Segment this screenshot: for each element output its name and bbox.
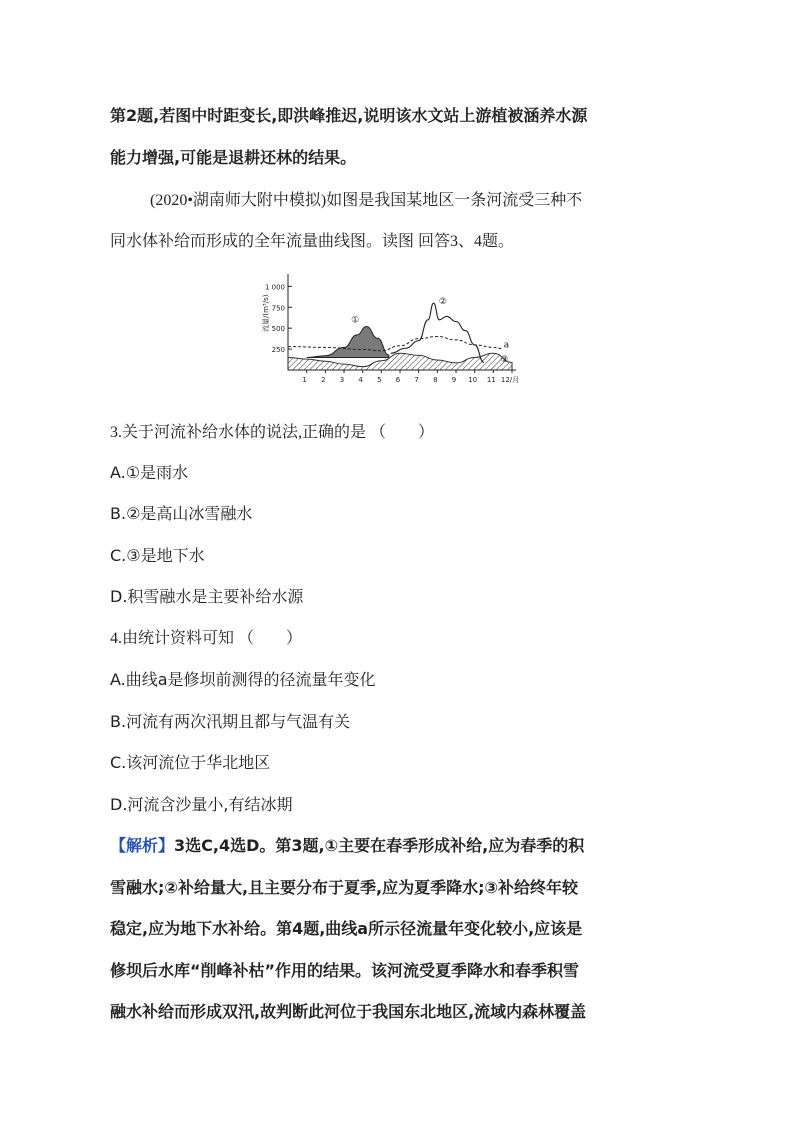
q3-option-a[interactable]: A.①是雨水: [110, 463, 189, 482]
analysis-line-5: 融水补给而形成双汛,故判断此河位于我国东北地区,流域内森林覆盖: [110, 1002, 587, 1021]
x-tick-label: 4: [358, 376, 363, 384]
q4-stem: 4.由统计资料可知 （ ）: [110, 630, 303, 647]
y-tick-label: 1 000: [264, 283, 285, 292]
q3-option-d[interactable]: D.积雪融水是主要补给水源: [110, 587, 304, 606]
x-tick-label: 2: [321, 376, 326, 384]
analysis-line-3: 稳定,应为地下水补给。第4题,曲线a所示径流量年变化较小,应该是: [110, 919, 583, 938]
series-1-area: [307, 327, 389, 358]
x-tick-label: 1: [302, 376, 307, 384]
y-tick-label: 500: [271, 325, 285, 334]
x-tick-label: 5: [377, 376, 382, 384]
analysis-tag: 【解析】: [110, 836, 175, 855]
q3-stem: 3.关于河流补给水体的说法,正确的是 （ ）: [110, 424, 435, 441]
intro-line-2: 能力增强,可能是退耕还林的结果。: [110, 148, 357, 167]
context-line-1: (2020•湖南师大附中模拟)如图是我国某地区一条河流受三种不: [150, 192, 583, 209]
analysis-line-1: [110, 835, 584, 857]
x-tick-label: 3: [339, 376, 345, 384]
x-tick-label: 11: [486, 376, 496, 384]
x-tick-label: 9: [451, 376, 457, 384]
series-label: ②: [438, 296, 447, 307]
q3-option-c[interactable]: C.③是地下水: [110, 546, 205, 565]
x-tick-label: 12/月: [500, 376, 520, 384]
series-label: ①: [351, 315, 360, 326]
q4-option-d[interactable]: D.河流含沙量小,有结冰期: [110, 795, 293, 814]
series-label: a: [503, 340, 510, 351]
y-tick-label: 250: [271, 346, 285, 355]
q4-option-a[interactable]: A.曲线a是修坝前测得的径流量年变化: [110, 670, 376, 689]
x-tick-label: 6: [395, 376, 401, 384]
analysis-line-4: 修坝后水库“削峰补枯”作用的结果。该河流受夏季降水和春季积雪: [110, 961, 580, 980]
analysis-line-2: 雪融水;②补给量大,且主要分布于夏季,应为夏季降水;③补给终年较: [110, 878, 579, 897]
q4-option-b[interactable]: B.河流有两次汛期且都与气温有关: [110, 712, 351, 731]
x-tick-label: 7: [414, 376, 419, 384]
q4-option-c[interactable]: C.该河流位于华北地区: [110, 753, 271, 772]
context-line-2: 同水体补给而形成的全年流量曲线图。读图 回答3、4题。: [110, 233, 515, 250]
q3-option-b[interactable]: B.②是高山冰雪融水: [110, 504, 253, 523]
river-flow-chart: [262, 270, 522, 400]
x-tick-label: 8: [433, 376, 438, 384]
analysis-text-1: 3选C,4选D。第3题,①主要在春季形成补给,应为春季的积: [174, 836, 585, 855]
intro-line-1: 第2题,若图中时距变长,即洪峰推迟,说明该水文站上游植被涵养水源: [110, 106, 588, 125]
x-tick-label: 10: [468, 376, 478, 384]
y-tick-label: 750: [271, 304, 285, 313]
y-axis-label: 流量/(m³/s): [262, 294, 270, 332]
series-label: ③: [500, 355, 509, 366]
